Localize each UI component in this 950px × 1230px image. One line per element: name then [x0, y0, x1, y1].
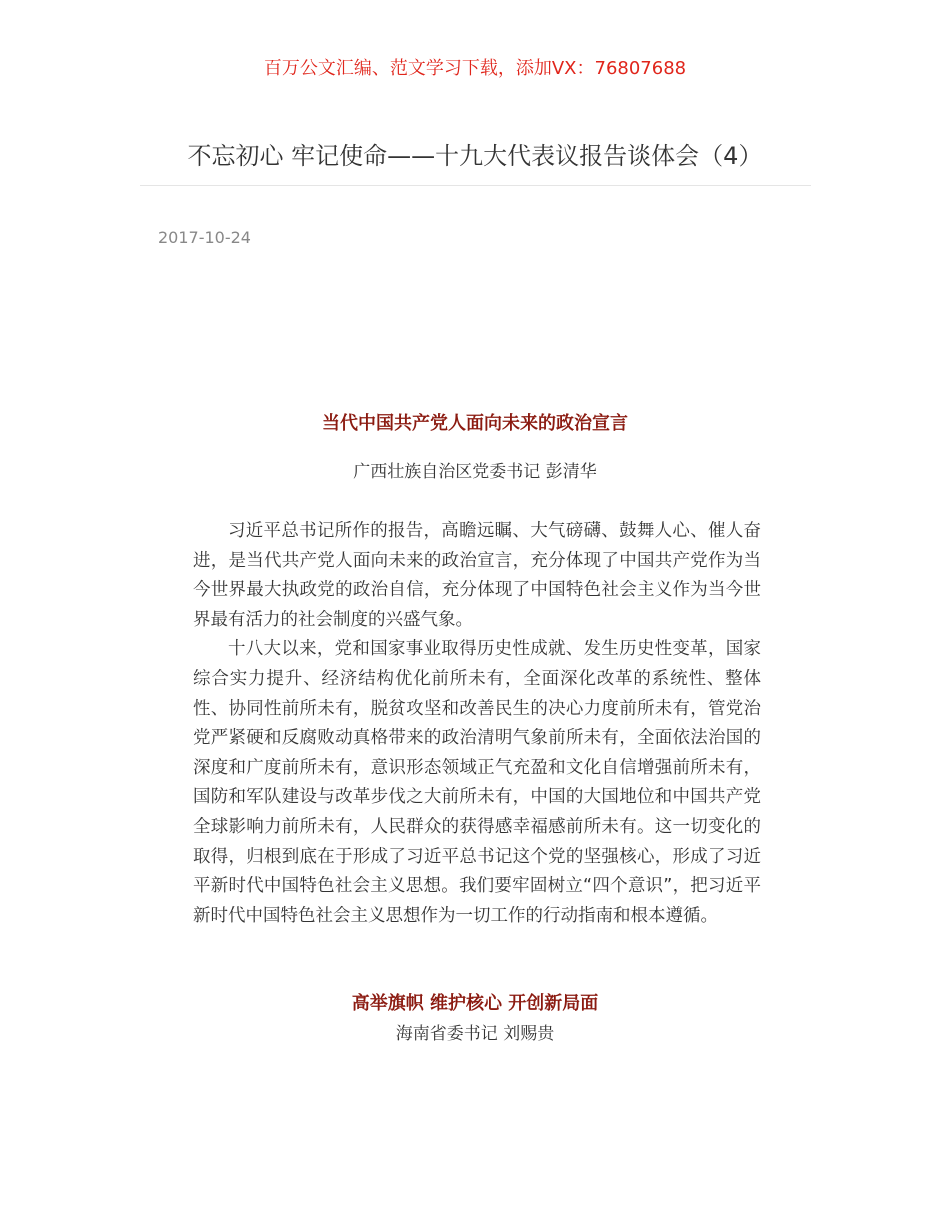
title-divider [140, 185, 811, 186]
section-heading: 当代中国共产党人面向未来的政治宣言 [322, 413, 628, 434]
body-paragraph: 十八大以来，党和国家事业取得历史性成就、发生历史性变革，国家综合实力提升、经济结构优化前所未有，全面深化改革的系统性、整体性、协同性前所未有，脱贫攻坚和改善民生的决心力度前所未有，管党治党严紧硬和反腐败动真格带来的政治清明气象前所未有，全面依法治国的深度和广度前所未有，意识形态领域正气充盈和文化自信增强前所未有，国防和军队建设与改革步伐之大前所未有，中国的大国地位和中国共产党全球影响力前所未有，人民群众的获得感幸福感前所未有。这一切变化的取得，归根到底在于形成了习近平总书记这个党的坚强核心，形成了习近平新时代中国特色社会主义思想。我们要牢固树立“四个意识”，把习近平新时代中国特色社会主义思想作为一切工作的行动指南和根本遵循。 [193, 639, 761, 926]
section-author: 海南省委书记 刘赐贵 [395, 1024, 555, 1044]
body-paragraph: 习近平总书记所作的报告，高瞻远瞩、大气磅礴、鼓舞人心、催人奋进，是当代共产党人面向未来的政治宣言，充分体现了中国共产党作为当今世界最大执政党的政治自信，充分体现了中国特色社会主义作为当今世界最有活力的社会制度的兴盛气象。 [193, 521, 761, 630]
publish-date: 2017-10-24 [158, 228, 251, 247]
promo-banner: 百万公文汇编、范文学习下载，添加VX：76807688 [263, 58, 687, 79]
section-heading: 高举旗帜 维护核心 开创新局面 [351, 993, 599, 1014]
article-body [193, 517, 761, 931]
section-author: 广西壮族自治区党委书记 彭清华 [353, 462, 597, 482]
page-title: 不忘初心 牢记使命——十九大代表议报告谈体会（4） [187, 142, 763, 170]
